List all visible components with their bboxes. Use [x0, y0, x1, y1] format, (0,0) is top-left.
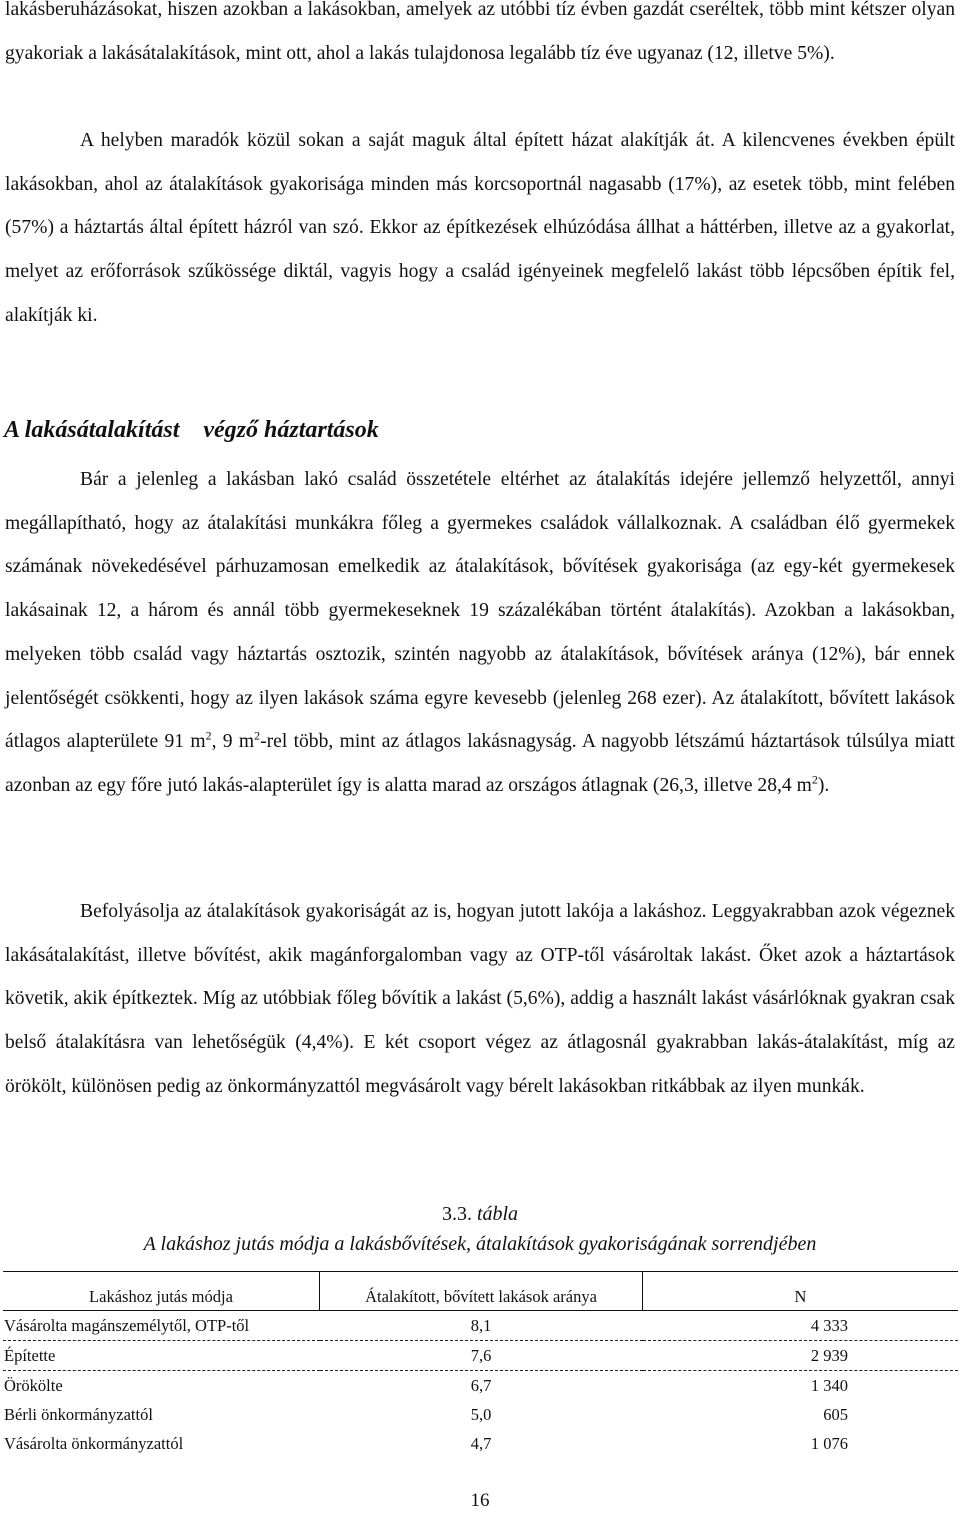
- superscript: 2: [205, 728, 212, 743]
- row-label: Építette: [3, 1341, 320, 1371]
- superscript: 2: [254, 728, 261, 743]
- row-ratio: 5,0: [470, 1404, 492, 1424]
- paragraph-3: [5, 458, 955, 808]
- row-n: 1 340: [810, 1375, 848, 1395]
- superscript: 2: [811, 772, 818, 787]
- row-ratio: 7,6: [320, 1341, 643, 1371]
- section-subheading: [4, 410, 379, 450]
- row-label: Bérli önkormányzattól: [4, 1404, 153, 1424]
- header-cell-n: N: [643, 1272, 959, 1311]
- table-number-value: 3.3.: [441, 1203, 472, 1225]
- paragraph-1: lakásberuházásokat, hiszen azokban a lakásokban, amelyek az utóbbi tíz évben gazdát cseréltek, több mint kétszer olyan gyakoriak a lakásátalakítások, mint ott, ahol a lakás tulajdonosa legalább tíz éve ugyanaz (12, illetve 5%).: [5, 0, 955, 64]
- row-label: Örökölte: [4, 1375, 63, 1395]
- row-label: Vásárolta magánszemélytől, OTP-től: [3, 1311, 320, 1341]
- table-row: [3, 1371, 958, 1401]
- table-number-label: tábla: [476, 1203, 519, 1225]
- paragraph-2: A helyben maradók közül sokan a saját maguk által épített házat alakítják át. A kilencvenes években épült lakásokban, ahol az átalakítások gyakorisága minden más korcsoportnál nagasabb (17%), az esetek több, mint felében (57%) a háztartás által épített házról van szó. Ekkor az építkezések elhúzódása állhat a háttérben, illetve az a gyakorlat, melyet az erőforrások szűkössége diktál, vagyis hogy a család igényeinek megfelelő lakást több lépcsőben építik fel, alakítják ki.: [5, 130, 955, 326]
- row-ratio: 8,1: [320, 1311, 643, 1341]
- table-row: [3, 1341, 958, 1371]
- row-label: Vásárolta önkormányzattól: [4, 1433, 184, 1453]
- table-header-row: [3, 1272, 958, 1311]
- paragraph-4: Befolyásolja az átalakítások gyakoriságát az is, hogyan jutott lakója a lakáshoz. Leggyakrabban azok végeznek lakásátalakítást, illetve bővítést, akik magánforgalomban vagy az OTP-től vásároltak lakást. Őket azok a háztartások követik, akik építkeztek. Míg az utóbbiak főleg bővítik a lakást (5,6%), addig a használt lakást vásárlóknak gyakran csak belső átalakításra van lehetőségük (4,4%). E két csoport végez az átlagosnál gyakrabban lakás-átalakítást, míg az örökölt, különösen pedig az önkormányzattól megvásárolt vagy bérelt lakásokban ritkábbak az ilyen munkák.: [5, 901, 955, 1097]
- header-cell-acquisition: Lakáshoz jutás módja: [3, 1272, 320, 1311]
- table-row: [3, 1429, 958, 1458]
- row-ratio: 4,7: [470, 1433, 492, 1453]
- paragraph-3-text-d: ).: [817, 774, 830, 796]
- row-n: 2 939: [643, 1341, 959, 1371]
- table-row: [3, 1400, 958, 1429]
- paragraph-3-text-c: -rel több, mint az átlagos lakásnagyság. A nagyobb létszámú háztartások túlsúlya miatt azonban az egy főre jutó lakás-alapterület így is alatta marad az országos átlagnak (26,3, illetve 28,4 m: [5, 731, 955, 796]
- subheading-part-2: végző háztartások: [203, 417, 379, 443]
- row-n: 4 333: [643, 1311, 959, 1341]
- header-cell-ratio: Átalakított, bővített lakások aránya: [320, 1272, 643, 1311]
- row-n: 605: [823, 1404, 848, 1424]
- row-ratio: 6,7: [470, 1375, 492, 1395]
- subheading-part-1: A lakásátalakítást: [4, 417, 180, 443]
- page-number: 16: [470, 1490, 490, 1511]
- table-number: [0, 1200, 960, 1228]
- data-table: [3, 1271, 958, 1458]
- table-title: A lakáshoz jutás módja a lakásbővítések, átalakítások gyakoriságának sorrendjében: [143, 1233, 817, 1255]
- table-row: [3, 1311, 958, 1341]
- row-n: 1 076: [810, 1433, 848, 1453]
- paragraph-3-text-b: , 9 m: [211, 731, 255, 753]
- paragraph-3-text-a: Bár a jelenleg a lakásban lakó család összetétele eltérhet az átalakítás idejére jellemző helyzettől, annyi megállapítható, hogy az átalakítási munkákra főleg a gyermekes családok vállalkoznak. A családban élő gyermekek számának növekedésével párhuzamosan emelkedik az átalakítások, bővítések gyakorisága (az egy-két gyermekesek lakásainak 12, a három és annál több gyermekeseknek 19 százalékában történt átalakítás). Azokban a lakásokban, melyeken több család vagy háztartás osztozik, szintén nagyobb az átalakítások, bővítések aránya (12%), bár ennek jelentőségét csökkenti, hogy az ilyen lakások száma egyre kevesebb (jelenleg 268 ezer). Az átalakított, bővített lakások átlagos alapterülete 91 m: [5, 469, 955, 753]
